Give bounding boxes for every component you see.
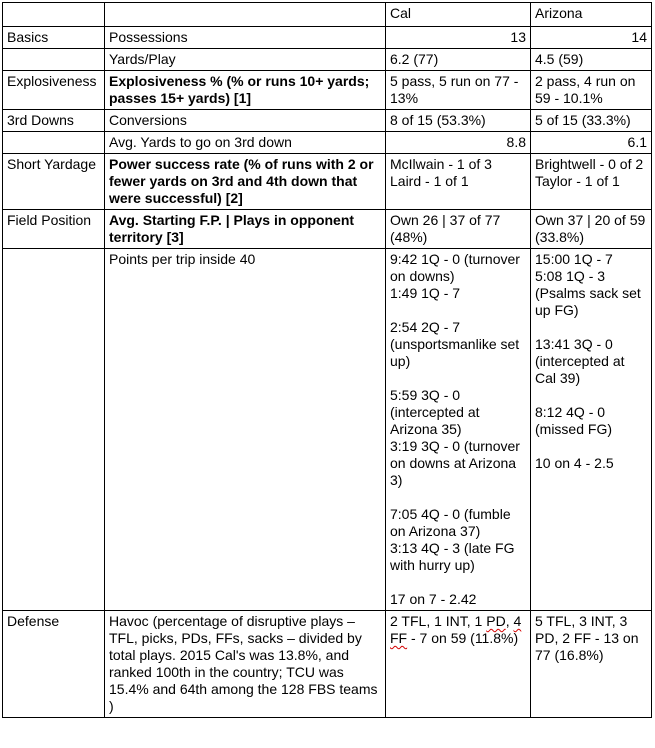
row-avg-yards-3rd [3,132,652,154]
trip-entry: 3:19 3Q - 0 (turnover on downs at Arizona 3) [390,438,520,488]
trip-entry: 5:59 3Q - 0 (intercepted at Arizona 35) [390,387,480,437]
metric-cell[interactable]: Explosiveness % (% or runs 10+ yards; passes 15+ yards) [1] [105,71,386,110]
metric-cell[interactable]: Power success rate (% of runs with 2 or fewer yards on 3rd and 4th down that were successful) [2] [105,154,386,210]
arizona-value-cell[interactable]: 6.1 [531,132,652,154]
metric-cell[interactable]: Avg. Yards to go on 3rd down [105,132,386,154]
cal-value-cell[interactable]: Own 26 | 37 of 77 (48%) [386,210,531,249]
cal-value-cell[interactable] [386,249,531,611]
row-short-yardage [3,154,652,210]
row-possessions [3,27,652,49]
metric-cell[interactable]: Points per trip inside 40 [105,249,386,611]
arizona-value-cell[interactable]: 2 pass, 4 run on 59 - 10.1% [531,71,652,110]
trip-entry: 15:00 1Q - 7 [535,251,613,267]
category-cell[interactable]: Short Yardage [3,154,105,210]
trip-entry: 2:54 2Q - 7 (unsportsmanlike set up) [390,319,520,369]
cal-value-cell[interactable]: 6.2 (77) [386,49,531,71]
trip-summary: 17 on 7 - 2.42 [390,591,477,607]
cal-value-cell[interactable]: 8 of 15 (53.3%) [386,110,531,132]
trip-entry: 13:41 3Q - 0 (intercepted at Cal 39) [535,336,625,386]
arizona-power-line: Taylor - 1 of 1 [535,173,620,189]
spellcheck-flag[interactable]: 4 FF [390,613,522,646]
cal-value-cell[interactable]: 8.8 [386,132,531,154]
havoc-text: 2 TFL, 1 INT, 1 [390,613,487,629]
metric-cell[interactable]: Havoc (percentage of disruptive plays – TFL, picks, PDs, FFs, sacks – divided by total plays. 2015 Cal's was 13.8%, and ranked 100th in the country; TCU was 15.4% and 64th among the 128 FBS teams ) [105,611,386,718]
trip-entry: 7:05 4Q - 0 (fumble on Arizona 37) [390,506,511,539]
cal-value-cell[interactable] [386,611,531,718]
category-cell[interactable] [3,49,105,71]
metric-cell[interactable]: Avg. Starting F.P. | Plays in opponent territory [3] [105,210,386,249]
header-row [3,3,652,27]
stats-table [2,2,652,718]
arizona-value-cell[interactable] [531,154,652,210]
trip-entry: 3:13 4Q - 3 (late FG with hurry up) [390,540,515,573]
havoc-text: , [505,613,510,629]
arizona-value-cell[interactable]: 14 [531,27,652,49]
header-blank-cell[interactable] [105,3,386,27]
cal-value-cell[interactable] [386,154,531,210]
cal-value-cell[interactable]: 5 pass, 5 run on 77 - 13% [386,71,531,110]
trip-entry: 1:49 1Q - 7 [390,285,461,301]
arizona-value-cell[interactable] [531,249,652,611]
metric-cell[interactable]: Conversions [105,110,386,132]
row-yards-per-play [3,49,652,71]
spellcheck-flag[interactable]: PD [486,613,506,629]
row-points-per-trip [3,249,652,611]
category-cell[interactable] [3,132,105,154]
trip-summary: 10 on 4 - 2.5 [535,455,614,471]
row-explosiveness [3,71,652,110]
trip-entry: 9:42 1Q - 0 (turnover on downs) [390,251,520,284]
havoc-text: - 7 on 59 (11.8%) [407,630,519,646]
trip-entry: 8:12 4Q - 0 (missed FG) [535,404,612,437]
row-field-position [3,210,652,249]
category-cell[interactable] [3,249,105,611]
metric-cell[interactable]: Possessions [105,27,386,49]
header-team-cal[interactable]: Cal [386,3,531,27]
metric-cell[interactable]: Yards/Play [105,49,386,71]
category-cell[interactable]: Explosiveness [3,71,105,110]
header-blank-cell[interactable] [3,3,105,27]
trip-entry: 5:08 1Q - 3 (Psalms sack set up FG) [535,268,641,318]
cal-power-line: McIlwain - 1 of 3 [390,156,492,172]
category-cell[interactable]: Basics [3,27,105,49]
arizona-value-cell[interactable]: 5 TFL, 3 INT, 3 PD, 2 FF - 13 on 77 (16.8%) [531,611,652,718]
arizona-value-cell[interactable]: Own 37 | 20 of 59 (33.8%) [531,210,652,249]
header-team-arizona[interactable]: Arizona [531,3,652,27]
category-cell[interactable]: 3rd Downs [3,110,105,132]
row-defense [3,611,652,718]
row-conversions [3,110,652,132]
category-cell[interactable]: Field Position [3,210,105,249]
cal-value-cell[interactable]: 13 [386,27,531,49]
arizona-power-line: Brightwell - 0 of 2 [535,156,644,172]
arizona-value-cell[interactable]: 5 of 15 (33.3%) [531,110,652,132]
arizona-value-cell[interactable]: 4.5 (59) [531,49,652,71]
category-cell[interactable]: Defense [3,611,105,718]
cal-power-line: Laird - 1 of 1 [390,173,469,189]
